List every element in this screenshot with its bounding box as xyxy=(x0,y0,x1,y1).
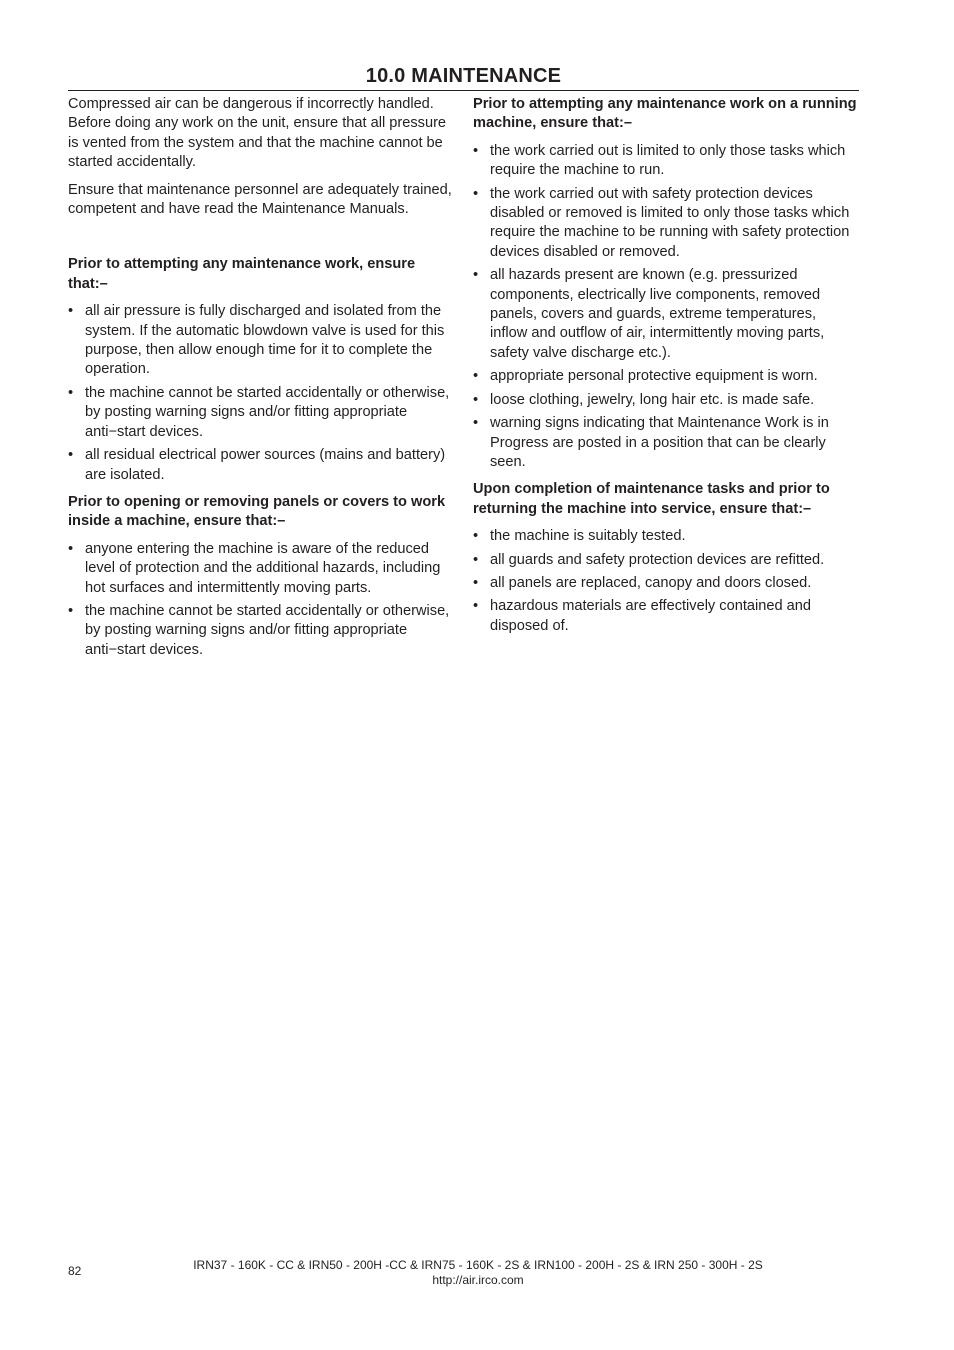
page-footer xyxy=(160,1258,796,1288)
list-item: • hazardous materials are effectively contained and disposed of. xyxy=(473,598,811,634)
list-item: • appropriate personal protective equipment is worn. xyxy=(473,367,857,386)
bullet-icon: • xyxy=(68,602,74,619)
bullet-icon: • xyxy=(473,551,479,568)
bullet-icon: • xyxy=(473,598,479,615)
right-column xyxy=(473,95,857,644)
list-item: • the machine cannot be started accidentally or otherwise, by posting warning signs and/or fitting appropriate anti−start devices. xyxy=(68,602,450,658)
bullet-list xyxy=(473,142,857,473)
bullet-icon: • xyxy=(473,142,479,159)
footer-url[interactable]: http://air.irco.com xyxy=(432,1273,524,1287)
list-item: • loose clothing, jewelry, long hair etc. is made safe. xyxy=(473,391,857,410)
list-item: • the machine is suitably tested. xyxy=(473,527,857,546)
section-heading: Prior to attempting any maintenance work on a running machine, ensure that:– xyxy=(473,96,857,132)
page-header xyxy=(68,62,859,91)
page-number: 82 xyxy=(68,1264,82,1278)
list-item: • all panels are replaced, canopy and doors closed. xyxy=(473,574,857,593)
intro-paragraph: Ensure that maintenance personnel are adequately trained, competent and have read the Maintenance Manuals. xyxy=(68,181,452,218)
bullet-icon: • xyxy=(473,185,479,202)
bullet-icon: • xyxy=(68,447,74,464)
bullet-icon: • xyxy=(68,303,74,320)
bullet-icon: • xyxy=(473,528,479,545)
bullet-list xyxy=(68,540,456,660)
section-heading: Prior to attempting any maintenance work, ensure that:– xyxy=(68,256,416,292)
bullet-icon: • xyxy=(473,574,479,591)
bullet-icon: • xyxy=(68,540,74,557)
bullet-icon: • xyxy=(473,368,479,385)
page-title: 10.0 MAINTENANCE xyxy=(365,65,562,87)
list-item: • all guards and safety protection devices are refitted. xyxy=(473,551,857,570)
list-item: • anyone entering the machine is aware of the reduced level of protection and the additional hazards, including hot surfaces and intermittently moving parts. xyxy=(68,540,441,596)
list-item: • the work carried out is limited to only those tasks which require the machine to run. xyxy=(473,142,846,179)
bullet-icon: • xyxy=(473,415,479,432)
left-column xyxy=(68,95,456,668)
list-item: • warning signs indicating that Maintenance Work is in Progress are posted in a position that can be clearly seen. xyxy=(473,415,829,470)
list-item: • all air pressure is fully discharged and isolated from the system. If the automatic blowdown valve is used for this purpose, then allow enough time for it to complete the operation. xyxy=(68,303,445,378)
list-item: • the machine cannot be started accidentally or otherwise, by posting warning signs and/or fitting appropriate anti−start devices. xyxy=(68,384,450,440)
bullet-list xyxy=(473,527,857,636)
bullet-icon: • xyxy=(473,391,479,408)
bullet-icon: • xyxy=(473,267,479,284)
intro-paragraph: Compressed air can be dangerous if incorrectly handled. Before doing any work on the unit, ensure that all pressure is vented from the system and that the machine cannot be started accidentally. xyxy=(68,96,447,171)
list-item: • all residual electrical power sources (mains and battery) are isolated. xyxy=(68,447,446,483)
list-item: • the work carried out with safety protection devices disabled or removed is limited to only those tasks which require the machine to be running with safety protection devices disabled or removed. xyxy=(473,185,850,260)
footer-models: IRN37 - 160K - CC & IRN50 - 200H -CC & IRN75 - 160K - 2S & IRN100 - 200H - 2S & IRN 250 - 300H - 2S xyxy=(193,1258,763,1272)
spacer xyxy=(68,227,456,255)
section-heading: Upon completion of maintenance tasks and prior to returning the machine into service, ensure that:– xyxy=(473,481,830,517)
section-heading: Prior to opening or removing panels or covers to work inside a machine, ensure that:– xyxy=(68,493,446,530)
bullet-icon: • xyxy=(68,384,74,401)
list-item: • all hazards present are known (e.g. pressurized components, electrically live components, removed panels, covers and guards, extreme temperatures, inflow and outflow of air, intermittently moving parts, safety valve discharge etc.). xyxy=(473,267,825,361)
bullet-list xyxy=(68,302,456,485)
